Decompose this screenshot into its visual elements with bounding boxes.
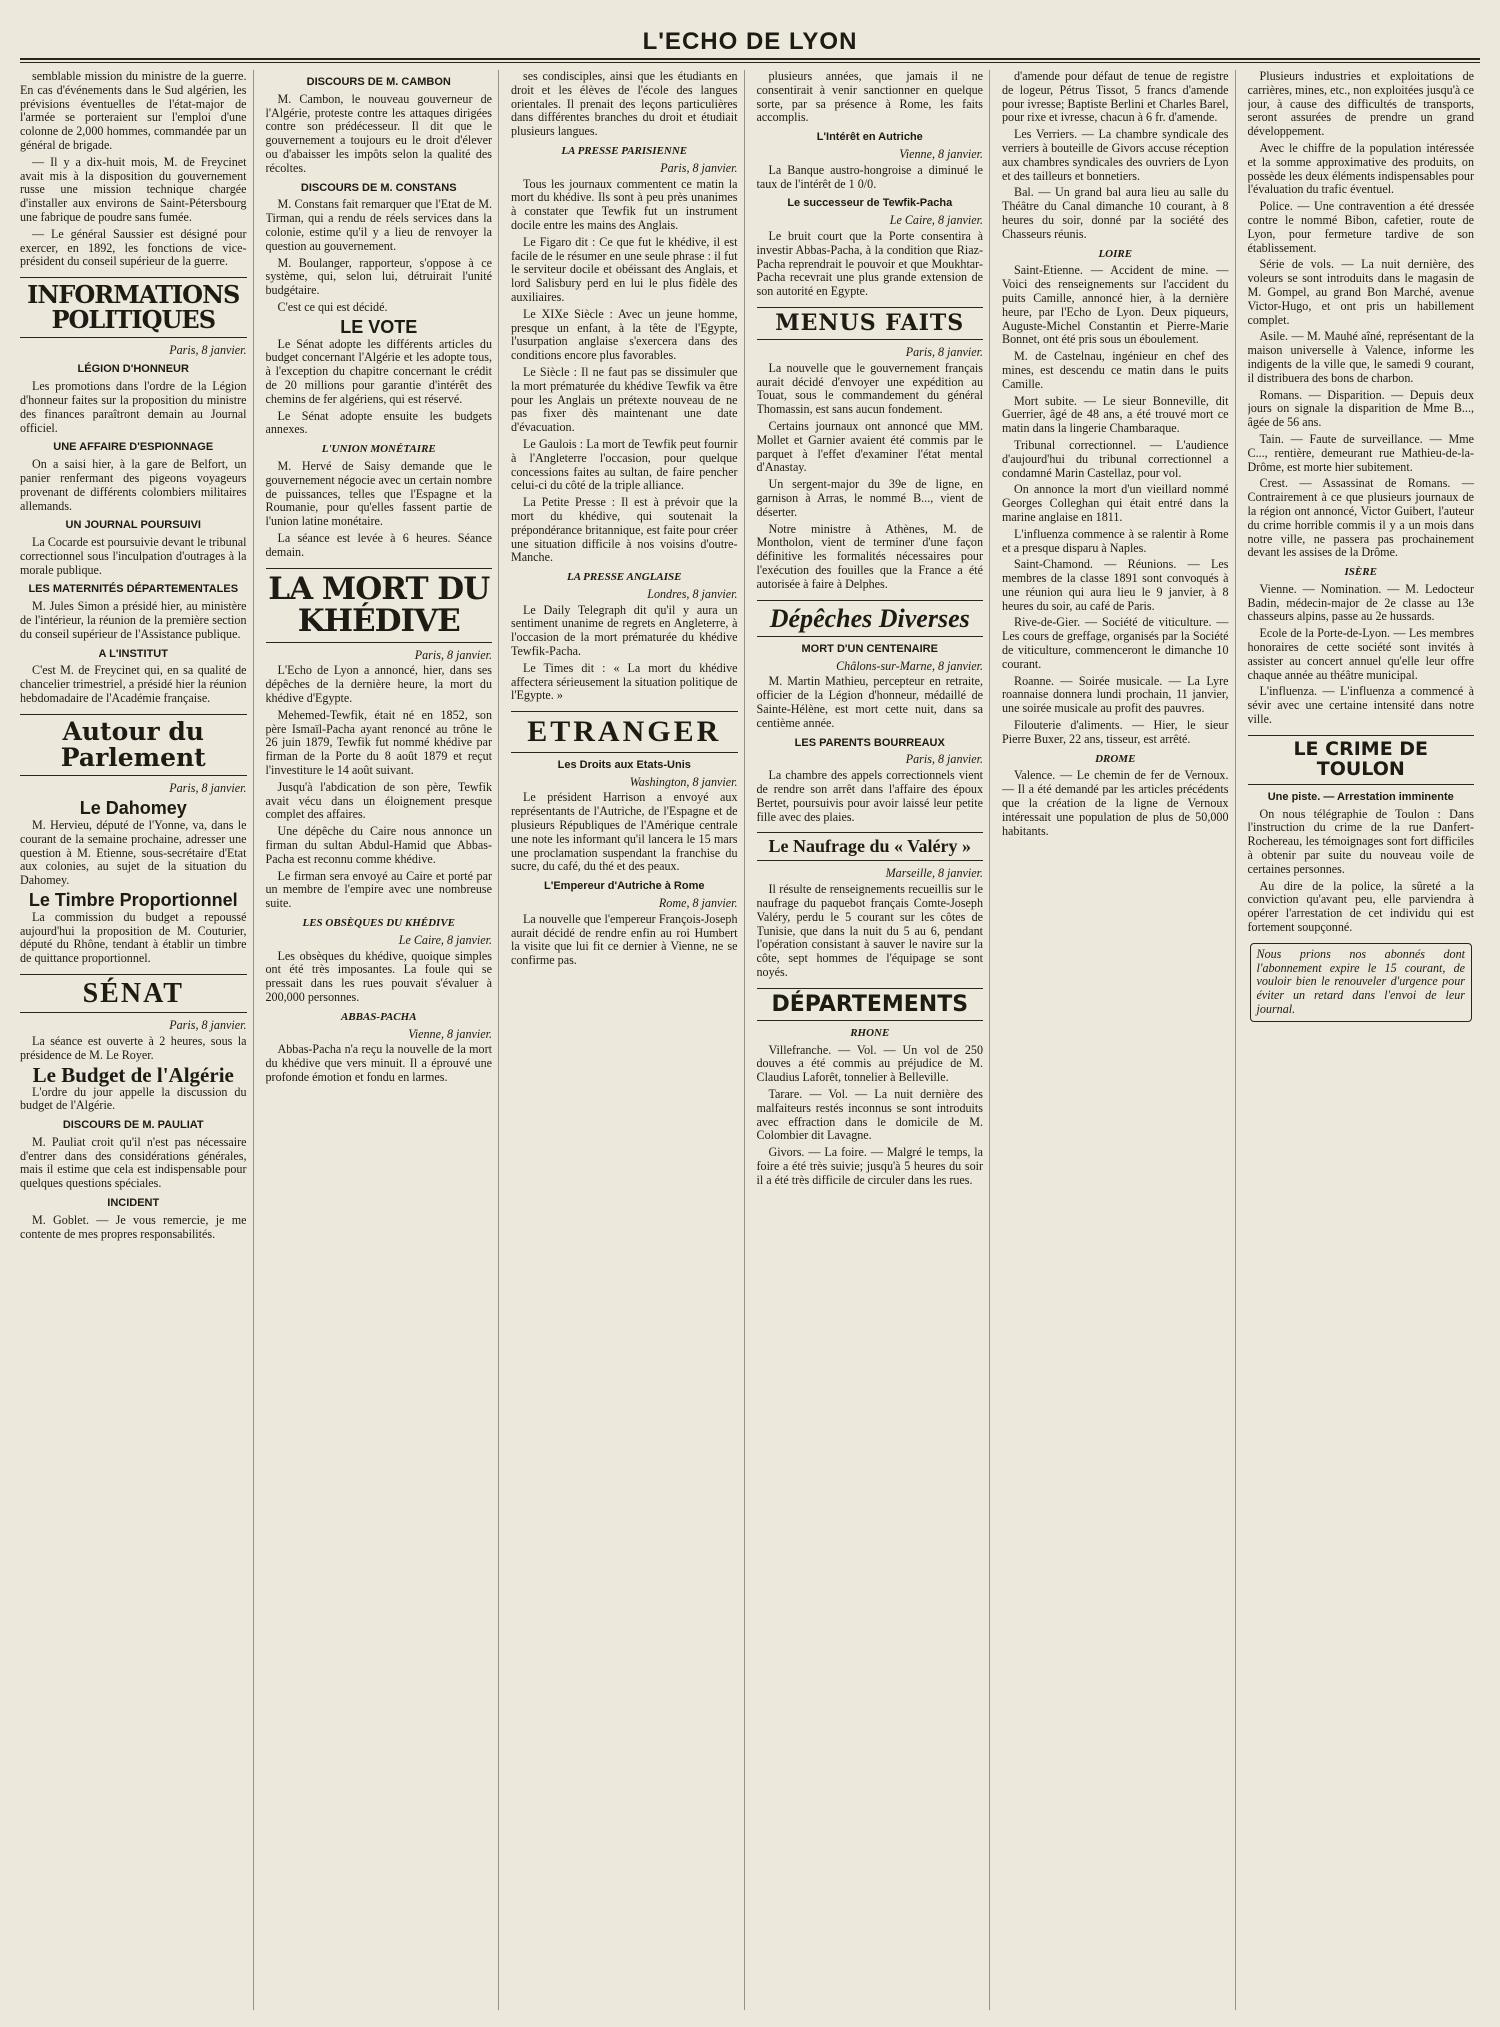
dateline: Marseille, 8 janvier. (885, 866, 983, 881)
article-paragraph: Le firman sera envoyé au Caire et porté par un membre de l'empire avec une nombreuse suite. (265, 868, 492, 911)
article-paragraph: Rive-de-Gier. — Société de viticulture. — Les cours de greffage, organisés par la Société de viticulture, commenceront le dimanche 10 courant. (1002, 615, 1229, 671)
article-paragraph: M. de Castelnau, ingénieur en chef des mines, est descendu ce matin dans le puits Camille. (1002, 349, 1229, 391)
subheading: LES PARENTS BOURREAUX (794, 736, 945, 749)
article-paragraph: C'est M. de Freycinet qui, en sa qualité de chancelier trimestriel, a présidé hier la réunion hebdomadaire de l'Académie française. (20, 663, 247, 706)
section-title-informations: INFORMATIONS POLITIQUES (20, 277, 247, 337)
article-paragraph: La Petite Presse : Il est à prévoir que la mort du khédive, qui soutenait la prépondérance britannique, est faite pour créer une situation difficile à nos voisins d'outre-Manche. (511, 495, 738, 565)
article-paragraph: La nouvelle que le gouvernement français aurait décidé d'envoyer une expédition au Touat, sous le commandement du général Thomassin, est sans aucun fondement. (756, 360, 983, 417)
article-paragraph: M. Jules Simon a présidé hier, au ministère de l'intérieur, la réunion de la première section du conseil supérieur de l'Assistance publique. (20, 599, 247, 641)
subheading: DISCOURS DE M. CAMBON (306, 76, 451, 88)
subheading: MORT D'UN CENTENAIRE (801, 642, 938, 655)
article-paragraph: Les Verriers. — La chambre syndicale des verriers à bouteille de Givors accuse réception aux chambres syndicales des ouvriers de Lyon et des tailleurs et bonnetiers. (1002, 127, 1229, 183)
article-paragraph: La chambre des appels correctionnels vient de rendre son arrêt dans l'affaire des époux Bertet, poursuivis pour avoir laissé leur petite fille avec des plaies. (756, 768, 983, 824)
subheading: DISCOURS DE M. PAULIAT (62, 1119, 204, 1132)
dateline: Vienne, 8 janvier. (408, 1026, 492, 1041)
subheading: LA PRESSE PARISIENNE (561, 144, 688, 157)
columns (20, 70, 1480, 2010)
article-paragraph: Il résulte de renseignements recueillis sur le naufrage du paquebot français Comte-Joseph Valéry, perdu le 5 courant sur les côtes de Tunisie, que dans la nuit du 5 au 6, pendant l'opération consistant à sauver le navire sur la côte, sept hommes de l'équipage se sont noyés. (756, 882, 983, 979)
dateline: Paris, 8 janvier. (660, 160, 738, 175)
subheading: Le Budget de l'Algérie (32, 1062, 234, 1087)
column-5 (1002, 70, 1236, 2010)
section-title-parlement: Autour du Parlement (20, 714, 247, 777)
subheading: L'Empereur d'Autriche à Rome (544, 880, 705, 893)
subheading: LÉGION D'HONNEUR (77, 363, 189, 376)
article-paragraph: L'Echo de Lyon a annoncé, hier, dans ses dépêches de la dernière heure, la mort du khédive d'Egypte. (265, 663, 492, 705)
subheading: RHONE (850, 1026, 890, 1039)
article-paragraph: Le XIXe Siècle : Avec un jeune homme, presque un enfant, à la tête de l'Egypte, l'usurpation anglaise s'exercera dans des conditions encore plus favorables. (511, 306, 738, 363)
article-paragraph: Certains journaux ont annoncé que MM. Mollet et Garnier avaient été commis par le parquet à l'effet d'examiner l'état mental d'Anastay. (756, 419, 983, 475)
article-paragraph: La commission du budget a repoussé aujourd'hui la proposition de M. Couturier, député du Rhône, tendant à établir un timbre de quittance proportionnel. (20, 909, 247, 966)
subheading: Le Timbre Proportionnel (28, 889, 238, 910)
article-paragraph: La séance est ouverte à 2 heures, sous la présidence de M. Le Royer. (20, 1034, 247, 1062)
article-paragraph: Filouterie d'aliments. — Hier, le sieur Pierre Buxer, 22 ans, tisseur, est arrêté. (1002, 718, 1229, 746)
article-paragraph: — Le général Saussier est désigné pour exercer, en 1892, les fonctions de vice-président du conseil supérieur de la guerre. (20, 226, 247, 269)
subheading: Le Dahomey (79, 798, 187, 819)
column-4 (757, 70, 991, 2010)
dateline: Le Caire, 8 janvier. (398, 932, 492, 947)
article-paragraph: Le Sénat adopte ensuite les budgets annexes. (265, 408, 492, 437)
section-title-senat: SÉNAT (20, 974, 247, 1013)
article-paragraph: La Cocarde est poursuivie devant le tribunal correctionnel sous l'inculpation d'outrages à la morale publique. (20, 535, 247, 577)
article-paragraph: La nouvelle que l'empereur François-Joseph aurait décidé de rendre enfin au roi Humbert la visite que lui fit ce dernier à Vienne, ne se confirme pas. (511, 911, 738, 968)
column-2 (266, 70, 500, 2010)
article-paragraph: Un sergent-major du 39e de ligne, en garnison à Arras, le nommé B..., vient de déserter. (756, 477, 983, 519)
article-paragraph: M. Constans fait remarquer que l'Etat de M. Tirman, qui a rendu de réels services dans la colonie, estime qu'il y a lieu de renvoyer la question au gouvernement. (265, 197, 492, 253)
article-paragraph: On nous télégraphie de Toulon : Dans l'instruction du crime de la rue Danfert-Rochereau, les témoignages sont fort difficiles à obtenir par suite du nouveau voile de certaines personnes. (1247, 806, 1474, 876)
dateline: Châlons-sur-Marne, 8 janvier. (836, 658, 983, 673)
article-paragraph: Le Figaro dit : Ce que fut le khédive, il est facile de le résumer en une seule phrase : il fut le serviteur docile et obéissant des Anglais, et lord Salisbury perd en lui le plus fidèle des auxiliaires. (511, 234, 738, 304)
article-paragraph: C'est ce qui est décidé. (277, 299, 388, 314)
article-paragraph: M. Cambon, le nouveau gouverneur de l'Algérie, proteste contre les attaques dirigées contre son prédécesseur. Il dit que le gouvernement a toujours eu le droit d'élever ou d'abaisser les impôts selon la qualité des récoltes. (265, 91, 492, 175)
subheading: Une piste. — Arrestation imminente (1267, 790, 1454, 803)
article-paragraph: Police. — Une contravention a été dressée contre le nommé Bibon, cafetier, route de Lyon, pour fermeture tardive de son établissement. (1247, 199, 1474, 255)
dateline: Le Caire, 8 janvier. (889, 213, 983, 228)
article-paragraph: Roanne. — Soirée musicale. — La Lyre roannaise donnera lundi prochain, 11 janvier, une soirée musicale au profit des pauvres. (1002, 673, 1229, 716)
dateline: Rome, 8 janvier. (658, 895, 738, 910)
article-paragraph: Abbas-Pacha n'a reçu la nouvelle de la mort du khédive que vers minuit. Il a éprouvé une profonde émotion et fondu en larmes. (265, 1042, 492, 1084)
article-paragraph: Crest. — Assassinat de Romans. — Contrairement à ce que plusieurs journaux de la région ont annoncé, Victor Guibert, l'auteur du crime horrible commis il y a un mois dans notre ville, ne passera pas prochainement devant les assises de la Drôme. (1247, 476, 1474, 560)
article-paragraph: On annonce la mort d'un vieillard nommé Georges Colleghan qui était entré dans la marine anglaise en 1811. (1002, 482, 1229, 524)
article-paragraph: Tous les journaux commentent ce matin la mort du khédive. Ils sont à peu près unanimes à constater que Tewfik fut un instrument docile entre les mains des Anglais. (511, 176, 738, 232)
article-paragraph: Ecole de la Porte-de-Lyon. — Les membres honoraires de cette société sont invités à assister au concert annuel qu'elle leur offre chaque année au théâtre municipal. (1247, 626, 1474, 682)
article-paragraph: Givors. — La foire. — Malgré le temps, la foire a été très suivie; jusqu'à 5 heures du soir il a été très difficile de circuler dans les rues. (756, 1145, 983, 1187)
subheading: UNE AFFAIRE D'ESPIONNAGE (53, 441, 214, 454)
article-paragraph: Au dire de la police, la sûreté a la conviction qu'avant peu, elle parviendra à opérer l'arrestation de cet individu qui est fortement soupçonné. (1247, 878, 1474, 934)
article-paragraph: M. Goblet. — Je vous remercie, je me contente de mes propres responsabilités. (20, 1212, 247, 1241)
article-paragraph: Saint-Chamond. — Réunions. — Les membres de la classe 1891 sont convoqués à une réunion qui aura lieu le 9 janvier, à 8 heures du soir, au café de Paris. (1002, 557, 1229, 613)
section-title-depeches: Dépêches Diverses (757, 600, 984, 637)
section-title-menus-faits: MENUS FAITS (757, 307, 984, 340)
dateline: Vienne, 8 janvier. (899, 146, 983, 161)
article-paragraph: Les obsèques du khédive, quoique simples ont été très imposantes. La foule qui se pressait dans les rues pouvait s'évaluer à 200,000 personnes. (265, 948, 492, 1004)
article-paragraph: M. Hervieu, député de l'Yonne, va, dans le courant de la semaine prochaine, adresser une question à M. Etienne, sous-secrétaire d'Etat aux colonies, au sujet de la situation du Dahomey. (20, 817, 247, 888)
dateline: Paris, 8 janvier. (169, 1018, 247, 1033)
article-paragraph: Tribunal correctionnel. — L'audience d'aujourd'hui du tribunal correctionnel a condamné Marin Castellaz, pour vol. (1002, 437, 1229, 480)
subheading: LES OBSÈQUES DU KHÉDIVE (302, 916, 456, 929)
subscriber-notice: Nous prions nos abonnés dont l'abonnement expire le 15 courant, de vouloir bien le renouveler d'urgence pour éviter un retard dans l'envoi de leur journal. (1250, 943, 1473, 1022)
subheading: ABBAS-PACHA (340, 1010, 417, 1023)
article-paragraph: M. Pauliat croit qu'il n'est pas nécessaire d'entrer dans des considérations générales, mais il estime que cela est indispensable pour quelques questions spéciales. (20, 1134, 247, 1191)
article-paragraph: M. Hervé de Saisy demande que le gouvernement négocie avec un certain nombre de puissances, telles que l'Espagne et la Roumanie, pour qu'elles fassent partie de l'union latine monétaire. (265, 458, 492, 529)
article-paragraph: Jusqu'à l'abdication de son père, Tewfik avait vécu dans un éloignement presque complet des affaires. (265, 779, 492, 822)
subheading: LE VOTE (340, 316, 418, 337)
article-paragraph: Le président Harrison a envoyé aux représentants de l'Autriche, de l'Espagne et de plusieurs Républiques de l'Amérique centrale une note les informant qu'il lancera le 15 mars une proclamation suspendant la franchise du sucre, du café, du thé et des peaux. (511, 790, 738, 874)
article-paragraph: Valence. — Le chemin de fer de Vernoux. — Il a été demandé par les articles précédents que la création de la ligne de Vernoux intéressait une population de plus de 50,000 habitants. (1002, 768, 1229, 838)
subheading: ISÈRE (1344, 566, 1377, 579)
article-paragraph: La Banque austro-hongroise a diminué le taux de l'intérêt de 1 0/0. (756, 162, 983, 191)
article-paragraph: Villefranche. — Vol. — Un vol de 250 douves a été commis au préjudice de M. Claudius Laforêt, tonnelier à Belleville. (756, 1042, 983, 1085)
masthead-rule-thin (20, 62, 1480, 63)
article-paragraph: M. Boulanger, rapporteur, s'oppose à ce système, qui, selon lui, détruirait l'unité budgétaire. (265, 255, 492, 298)
section-title-departements: DÉPARTEMENTS (757, 988, 984, 1021)
article-paragraph: La séance est levée à 6 heures. Séance demain. (265, 530, 492, 559)
subheading: Les Droits aux Etats-Unis (557, 758, 691, 771)
article-paragraph: Le Times dit : « La mort du khédive affectera sérieusement la situation politique de l'Egypte. » (511, 660, 738, 703)
article-paragraph: Romans. — Disparition. — Depuis deux jours on signale la disparition de Mme B..., âgée de 56 ans. (1247, 387, 1474, 430)
article-paragraph: M. Martin Mathieu, percepteur en retraite, officier de la Légion d'honneur, médaillé de Sainte-Hélène, est mort cette nuit, dans sa centième année. (756, 674, 983, 730)
section-title-naufrage: Le Naufrage du « Valéry » (757, 832, 984, 861)
column-6 (1248, 70, 1481, 2010)
subheading: A L'INSTITUT (98, 647, 168, 660)
article-paragraph: L'influenza commence à se ralentir à Rome et a presque disparu à Naples. (1002, 526, 1229, 555)
section-title-crime-toulon: LE CRIME DE TOULON (1248, 735, 1475, 785)
column-1 (20, 70, 254, 2010)
article-paragraph: Le Gaulois : La mort de Tewfik peut fournir à l'Angleterre l'occasion, pour quelque concessions faites au sultan, de faire pencher celui-ci du côté de la triple alliance. (511, 436, 738, 493)
article-paragraph: Avec le chiffre de la population intéressée et la somme approximative des produits, on possède les deux éléments indispensables pour l'évaluation du trafic éventuel. (1247, 140, 1474, 197)
dateline: Washington, 8 janvier. (629, 774, 738, 789)
subheading: UN JOURNAL POURSUIVI (65, 519, 201, 532)
article-paragraph: plusieurs années, que jamais il ne consentirait à venir sanctionner en quelque sorte, par sa présence à Rome, les faits accomplis. (756, 70, 983, 125)
article-paragraph: Saint-Etienne. — Accident de mine. — Voici des renseignements sur l'accident du puits Camille, annoncé hier, à la dernière heure, par l'Echo de Lyon. Deux piqueurs, Auguste-Michel Constantin et Pierre-Marie Bonnet, ont été pris sous un éboulement. (1002, 263, 1229, 347)
article-paragraph: Les promotions dans l'ordre de la Légion d'honneur faites sur la proposition du ministre des finances paraîtront demain au Journal officiel. (20, 379, 247, 435)
article-paragraph: Le Sénat adopte les différents articles du budget concernant l'Algérie et les adopte tous, à l'exception du chapitre concernant le crédit de 20 millions pour garantie d'intérêt des chemins de fer algériens, qui est réservé. (265, 336, 492, 406)
subheading: L'UNION MONÉTAIRE (321, 443, 436, 456)
masthead-rule (20, 58, 1480, 60)
article-paragraph: semblable mission du ministre de la guerre. En cas d'événements dans le Sud algérien, les prévisions éventuelles de l'état-major de l'armée se porteraient sur l'emploi d'une colonne de 2,000 hommes, commandée par un général de brigade. (20, 70, 247, 152)
article-paragraph: Tarare. — Vol. — La nuit dernière des malfaiteurs restés inconnus se sont introduits avec effraction dans le domicile de M. Colombier dit Lavagne. (756, 1087, 983, 1143)
subheading: DISCOURS DE M. CONSTANS (300, 181, 457, 194)
article-paragraph: Bal. — Un grand bal aura lieu au salle du Théâtre du Canal dimanche 10 courant, à 8 heures du soir, donné par la société des Chasseurs réunis. (1002, 185, 1229, 241)
subheading: Le successeur de Tewfik-Pacha (787, 197, 953, 210)
article-paragraph: Le Daily Telegraph dit qu'il y aura un sentiment unanime de regrets en Angleterre, à l'occasion de la mort prématurée du khédive Tewfik-Pacha. (511, 602, 738, 659)
article-paragraph: Asile. — M. Mauhé aîné, représentant de la maison universelle à Valence, informe les indigents de la ville que, le samedi 9 courant, il distribuera des bons de charbon. (1247, 329, 1474, 385)
article-paragraph: Le bruit court que la Porte consentira à investir Abbas-Pacha, à la condition que Riaz-Pacha reprendrait le pouvoir et que Moukhtar-Pacha recevrait une plus grande extension de son autorité en Egypte. (756, 228, 983, 299)
dateline: Paris, 8 janvier. (414, 647, 492, 662)
article-paragraph: L'influenza. — L'influenza a commencé à sévir avec une certaine intensité dans notre ville. (1247, 684, 1474, 727)
article-paragraph: Notre ministre à Athènes, M. de Montholon, vient de terminer d'une façon définitive les formalités nécessaires pour l'exécution des fouilles que la France a été autorisée à faire à Delphes. (756, 521, 983, 591)
masthead-title: L'ECHO DE LYON (642, 28, 858, 55)
article-paragraph: L'ordre du jour appelle la discussion du budget de l'Algérie. (20, 1084, 247, 1113)
section-title-khedive: LA MORT DU KHÉDIVE (266, 568, 493, 643)
article-paragraph: Le Siècle : Il ne faut pas se dissimuler que la mort prématurée du khédive Tewfik va être pour les Anglais un prétexte nouveau de ne pas fixer dès maintenant une date d'évacuation. (511, 364, 738, 435)
article-paragraph: — Il y a dix-huit mois, M. de Freycinet avait mis à la disposition du gouvernement russe une mission technique chargée d'installer aux environs de Saint-Pétersbourg une fabrique de poudre sans fumée. (20, 154, 247, 224)
subheading: INCIDENT (107, 1197, 160, 1210)
article-paragraph: Série de vols. — La nuit dernière, des voleurs se sont introduits dans le magasin de M. Gompel, au grand Bon Marché, avenue Victor-Hugo, et ont pris un habillement complet. (1247, 257, 1474, 327)
article-paragraph: Mehemed-Tewfik, était né en 1852, son père Ismaïl-Pacha ayant renoncé au trône le 26 juin 1879, Tewfik fut nommé khédive par firman de la Porte du 8 août 1879 et reçut l'investiture le 14 août suivant. (265, 707, 492, 777)
article-paragraph: Une dépêche du Caire nous annonce un firman du sultan Abdul-Hamid que Abbas-Pacha est reconnu comme khédive. (265, 824, 492, 866)
article-paragraph: Tain. — Faute de surveillance. — Mme C..., rentière, demeurant rue Mathieu-de-la-Drôme, est morte hier subitement. (1247, 431, 1474, 474)
article-paragraph: Mort subite. — Le sieur Bonneville, dit Guerrier, âgé de 48 ans, a été trouvé mort ce matin dans la lingerie Chambaraque. (1002, 393, 1229, 436)
section-title-etranger: ETRANGER (511, 711, 738, 753)
subheading: LOIRE (1098, 247, 1133, 260)
subheading: LA PRESSE ANGLAISE (566, 571, 682, 584)
article-paragraph: On a saisi hier, à la gare de Belfort, un panier renfermant des pigeons voyageurs provenant de différents colombiers militaires allemands. (20, 457, 247, 513)
dateline: Paris, 8 janvier. (905, 345, 983, 360)
article-paragraph: Vienne. — Nomination. — M. Ledocteur Badin, médecin-major de 2e classe au 13e chasseurs alpins, passe au 2e hussards. (1247, 581, 1474, 624)
subheading: LES MATERNITÉS DÉPARTEMENTALES (28, 583, 239, 596)
subheading: L'Intérêt en Autriche (816, 131, 923, 144)
dateline: Paris, 8 janvier. (905, 752, 983, 767)
article-paragraph: ses condisciples, ainsi que les étudiants en droit et les élèves de l'école des langues orientales. Il prenait des leçons particulières dans différentes branches du droit et étudiait plusieurs langues. (511, 70, 738, 139)
subheading: DROME (1095, 752, 1136, 765)
dateline: Paris, 8 janvier. (169, 781, 247, 796)
article-paragraph: Plusieurs industries et exploitations de carrières, mines, etc., non exploitées jusqu'à ce jour, à cause des difficultés de transports, seront assurées de prendre un grand développement. (1247, 70, 1474, 139)
article-paragraph: d'amende pour défaut de tenue de registre de logeur, Pétrus Tissot, 5 francs d'amende pour ivresse; Baptiste Berlini et Charles Barel, pour rixe et ivresse, chacun à 6 fr. d'amende. (1002, 70, 1229, 125)
dateline: Paris, 8 janvier. (169, 342, 247, 357)
dateline: Londres, 8 janvier. (647, 586, 738, 601)
column-3 (511, 70, 745, 2010)
